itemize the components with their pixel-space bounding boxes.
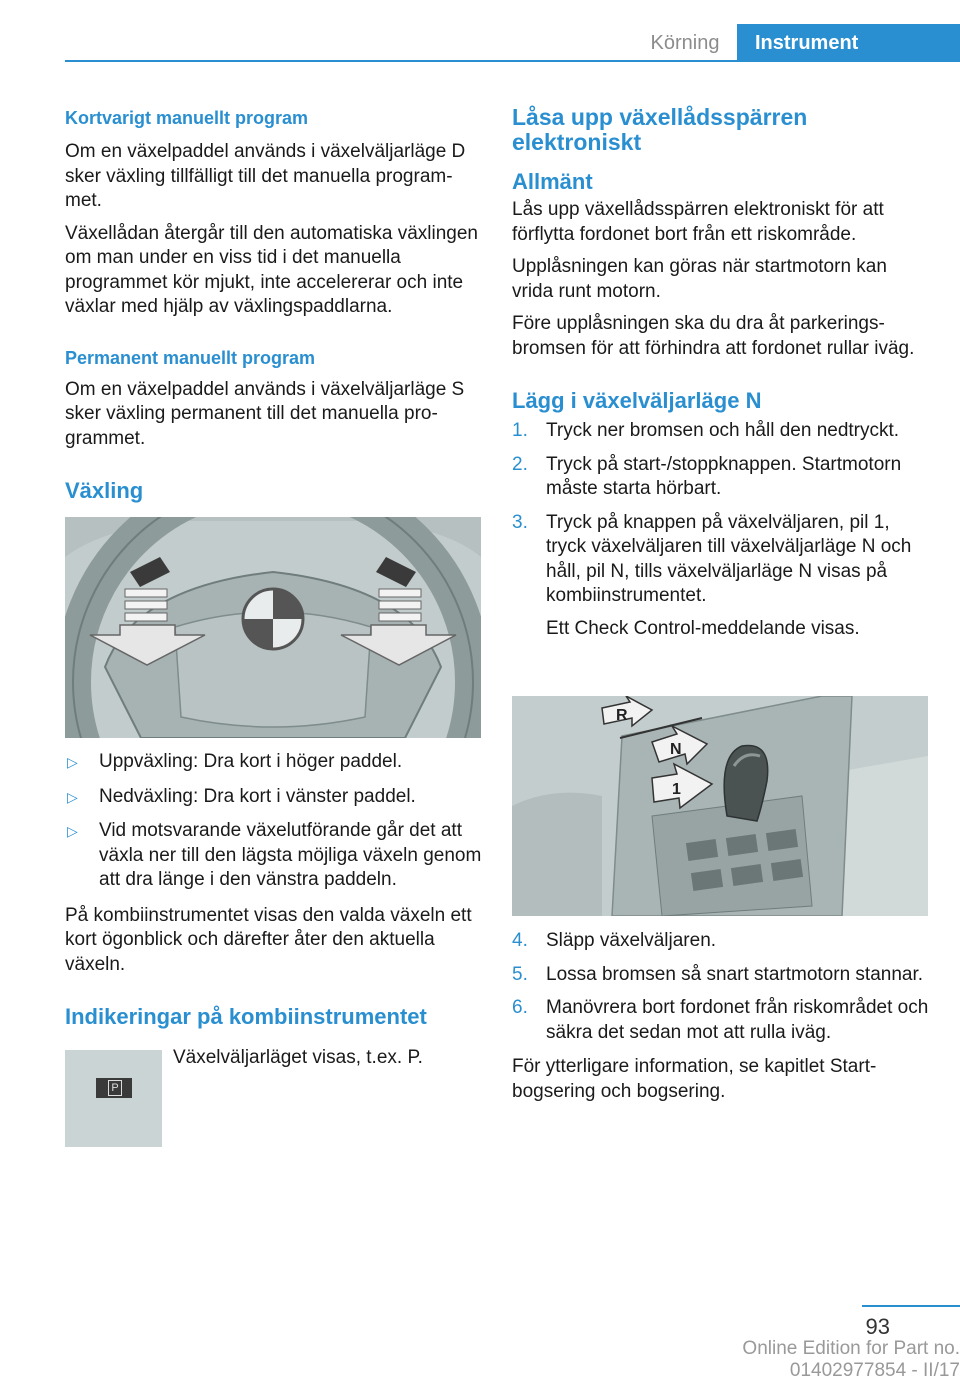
gear-label-1: 1: [672, 781, 681, 798]
triangle-bullet-icon: ▷: [67, 823, 78, 839]
temp-manual-p1: Om en växelpaddel används i växelväljarläge D sker växling tillfälligt till det manuella programmet.: [65, 141, 466, 211]
list-item: ▷ Vid motsvarande växelutförande går det att växla ner till den lägsta möjliga växeln genom att dra länge i den vänstra paddeln.: [67, 820, 482, 890]
triangle-bullet-icon: ▷: [67, 788, 78, 805]
tab-instrument[interactable]: Instrument: [737, 24, 960, 62]
indicator-figure: [65, 1050, 162, 1147]
step3-note: Ett Check Control-meddelande visas.: [546, 617, 860, 639]
unlock-heading: Låsa upp växellådsspärren elektroniskt: [512, 104, 808, 155]
list-item: ▷ Uppväxling: Dra kort i höger paddel.: [65, 750, 483, 775]
page-number: 93: [865, 1314, 890, 1339]
shift-bullet-list: [65, 750, 483, 893]
left-column-top: [65, 106, 483, 505]
right-column-bottom: [512, 929, 930, 1104]
tab-korning[interactable]: Körning: [650, 32, 720, 54]
right-column-top: [512, 105, 930, 641]
list-item: 1. Tryck ner bromsen och håll den nedtryckt.: [512, 420, 900, 441]
shift-display-p: På kombiinstrumentet visas den valda växeln ett kort ögonblick och därefter åter den aktuella växeln.: [65, 904, 472, 975]
header-rule: [65, 60, 960, 62]
triangle-bullet-icon: ▷: [67, 754, 78, 770]
general-p1: Lås upp växellådsspärren elektroniskt för att förflytta fordonet bort från ett riskområde.: [512, 199, 884, 245]
neutral-heading: Lägg i växelväljarläge N: [512, 388, 762, 413]
edition-footer: Online Edition for Part no. 01402977854 - II/17: [742, 1338, 960, 1381]
list-item: 4. Släpp växelväljaren.: [512, 930, 717, 951]
indications-heading: Indikeringar på kombiinstrumentet: [65, 1004, 427, 1029]
perm-manual-p1: Om en växelpaddel används i växelväljarläge S sker växling permanent till det manuella programmet.: [65, 378, 465, 449]
list-item: ▷ Nedväxling: Dra kort i vänster paddel.: [65, 785, 483, 810]
general-p2: Upplåsningen kan göras när startmotorn kan vrida runt motorn.: [512, 256, 887, 302]
list-item: 2. Tryck på start-/stoppknappen. Startmotorn måste starta hörbart.: [512, 453, 902, 499]
gear-selector-figure: [512, 696, 928, 916]
general-heading: Allmänt: [512, 169, 593, 194]
footer-rule: [862, 1305, 960, 1307]
steps-list-a: [512, 419, 930, 609]
temp-manual-p2: Växellådan återgår till den automatiska växlingen om man under en viss tid i det manuella programmet kör mjukt, inte accelererar och inte växlar med hjälp av växlingspaddlarna.: [65, 222, 478, 317]
gear-selector-illustration: [512, 696, 928, 916]
steering-wheel-figure: [65, 517, 481, 738]
steering-wheel-illustration: [65, 517, 481, 738]
list-item: 5. Lossa bromsen så snart startmotorn stannar.: [512, 963, 924, 985]
list-item: 3. Tryck på knappen på växelväljaren, pil 1, tryck växelväljaren till växelväljarläge N och håll, pil N, tills växelväljarläge N visas på kombiinstrumentet.: [512, 511, 912, 606]
closing-paragraph: För ytterligare information, se kapitlet Startbogsering och bogsering.: [512, 1056, 877, 1102]
gear-label-r: R: [616, 707, 628, 724]
p-indicator-icon: P: [96, 1078, 132, 1098]
shifting-heading: Växling: [65, 478, 144, 503]
steps-list-b: [512, 929, 930, 1045]
gear-label-n: N: [670, 741, 682, 758]
left-column-bottom: [65, 750, 483, 1031]
perm-manual-heading: Permanent manuellt program: [65, 347, 316, 368]
indications-text: Växelväljarläget visas, t.ex. P.: [173, 1047, 423, 1068]
general-p3: Före upplåsningen ska du dra åt parkeringsbromsen för att förhindra att fordonet rullar iväg.: [512, 313, 915, 359]
list-item: 6. Manövrera bort fordonet från riskområdet och säkra det sedan mot att rulla iväg.: [512, 997, 929, 1043]
temp-manual-heading: Kortvarigt manuellt program: [65, 108, 309, 128]
